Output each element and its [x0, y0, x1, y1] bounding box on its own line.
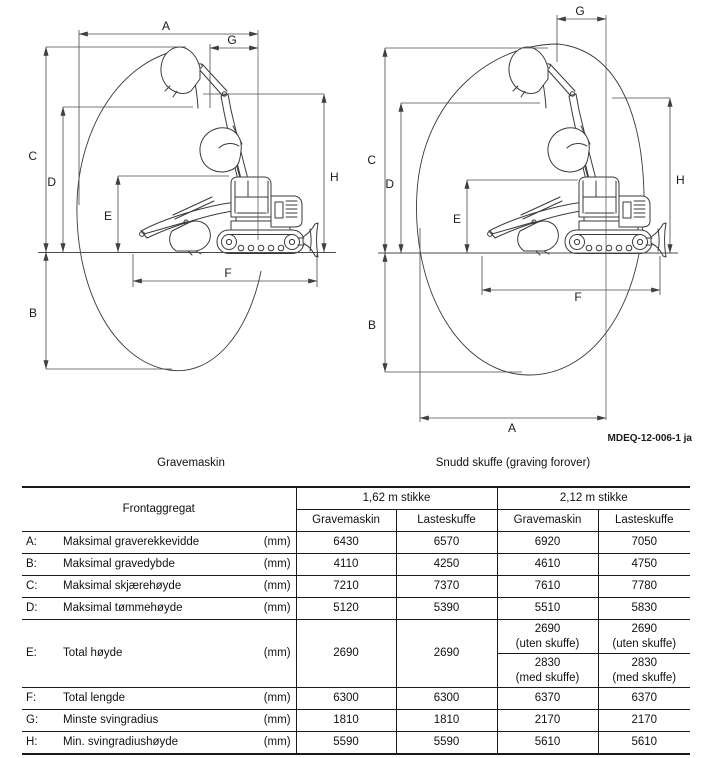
dim-label-e-right: E: [452, 212, 461, 226]
diagram-left: [28, 19, 338, 371]
diagram-right: [367, 4, 684, 435]
row-name: Maksimal graverekkevidde: [57, 532, 252, 554]
table-row-f: [22, 688, 690, 710]
cell-value: 6300: [296, 688, 396, 710]
table-row-h: [22, 732, 690, 755]
row-name: Minste svingradius: [57, 710, 252, 732]
dim-label-h-right: H: [676, 173, 685, 187]
cell-note: (uten skuffe): [612, 637, 677, 650]
table-row-e: [22, 620, 690, 654]
diagram-title-left: Gravemaskin: [157, 457, 225, 469]
row-name: Maksimal tømmehøyde: [57, 598, 252, 620]
cell-value: 7610: [497, 576, 598, 598]
row-name: Maksimal gravedybde: [57, 554, 252, 576]
table-row-a: [22, 532, 690, 554]
subheader-212-gravemaskin: Gravemaskin: [497, 510, 598, 532]
row-unit: (mm): [252, 576, 296, 598]
row-letter: E:: [22, 620, 57, 688]
cell-value: 5830: [598, 598, 690, 620]
cell-value-split: [598, 620, 690, 654]
row-unit: (mm): [252, 732, 296, 755]
cell-value: 7210: [296, 576, 396, 598]
cell-note: (uten skuffe): [515, 637, 580, 650]
row-letter: H:: [22, 732, 57, 755]
header-group-212: 2,12 m stikke: [497, 487, 690, 510]
table-row-g: [22, 710, 690, 732]
subheader-212-lasteskuffe: Lasteskuffe: [598, 510, 690, 532]
dim-label-b-left: B: [28, 306, 37, 320]
cell-value: 2690: [534, 623, 561, 636]
row-unit: (mm): [252, 688, 296, 710]
dim-label-h-left: H: [330, 170, 339, 184]
dim-label-f-right: F: [574, 290, 582, 304]
table-header-groups: [22, 487, 690, 510]
cell-value: 4750: [598, 554, 690, 576]
dim-label-g-right: G: [575, 4, 585, 18]
cell-value: 2690: [296, 620, 396, 688]
table-row-b: [22, 554, 690, 576]
diagram-title-right: Snudd skuffe (graving forover): [435, 457, 591, 469]
subheader-162-lasteskuffe: Lasteskuffe: [396, 510, 497, 532]
spec-table-wrapper: [22, 486, 690, 755]
table-row-c: [22, 576, 690, 598]
cell-value: 7050: [598, 532, 690, 554]
cell-value: 2830: [631, 657, 658, 670]
cell-note: (med skuffe): [515, 671, 580, 684]
header-group-162: 1,62 m stikke: [296, 487, 497, 510]
cell-value: 2170: [598, 710, 690, 732]
cell-value: 5510: [497, 598, 598, 620]
row-letter: D:: [22, 598, 57, 620]
cell-value-split: [598, 654, 690, 688]
cell-value: 1810: [296, 710, 396, 732]
cell-value: 2170: [497, 710, 598, 732]
dim-label-g-left: G: [227, 33, 237, 47]
dim-label-a-left: A: [161, 19, 171, 33]
figure-code: MDEQ-12-006-1 ja: [607, 433, 692, 444]
cell-value: 6570: [396, 532, 497, 554]
cell-value: 2690: [396, 620, 497, 688]
row-name: Total lengde: [57, 688, 252, 710]
cell-note: (med skuffe): [612, 671, 677, 684]
row-letter: C:: [22, 576, 57, 598]
row-letter: F:: [22, 688, 57, 710]
cell-value: 5610: [497, 732, 598, 755]
excavator-drawing-left: [140, 47, 318, 257]
row-letter: A:: [22, 532, 57, 554]
row-letter: B:: [22, 554, 57, 576]
cell-value: 2690: [631, 623, 658, 636]
cell-value: 4110: [296, 554, 396, 576]
row-unit: (mm): [252, 598, 296, 620]
cell-value-split: [497, 620, 598, 654]
frontaggregat-header: Frontaggregat: [122, 502, 195, 515]
row-name: Min. svingradiushøyde: [57, 732, 252, 755]
dim-label-f-left: F: [224, 266, 232, 280]
row-name: Maksimal skjærehøyde: [57, 576, 252, 598]
cell-value: 6920: [497, 532, 598, 554]
cell-value: 7780: [598, 576, 690, 598]
cell-value: 6430: [296, 532, 396, 554]
cell-value: 6300: [396, 688, 497, 710]
dim-label-d-left: D: [47, 175, 56, 189]
dim-label-e-left: E: [103, 209, 112, 223]
row-name: Total høyde: [57, 620, 252, 688]
excavator-drawing-right: [488, 47, 666, 257]
cell-value: 5120: [296, 598, 396, 620]
dim-label-c-right: C: [367, 153, 376, 167]
row-unit: (mm): [252, 554, 296, 576]
dim-label-a-right: A: [507, 421, 517, 435]
cell-value: 6370: [598, 688, 690, 710]
cell-value: 5610: [598, 732, 690, 755]
spec-table: [22, 486, 690, 755]
subheader-162-gravemaskin: Gravemaskin: [296, 510, 396, 532]
row-letter: G:: [22, 710, 57, 732]
cell-value: 1810: [396, 710, 497, 732]
cell-value: 6370: [497, 688, 598, 710]
row-unit: (mm): [252, 532, 296, 554]
row-unit: (mm): [252, 620, 296, 688]
row-unit: (mm): [252, 710, 296, 732]
dim-label-b-right: B: [367, 318, 376, 332]
cell-value: 5590: [296, 732, 396, 755]
cell-value: 2830: [534, 657, 561, 670]
table-row-d: [22, 598, 690, 620]
cell-value: 5590: [396, 732, 497, 755]
dim-label-c-left: C: [28, 149, 37, 163]
dim-label-d-right: D: [385, 177, 394, 191]
cell-value: 4610: [497, 554, 598, 576]
cell-value: 4250: [396, 554, 497, 576]
ext-lines-f-right: [482, 256, 660, 295]
cell-value: 7370: [396, 576, 497, 598]
cell-value-split: [497, 654, 598, 688]
cell-value: 5390: [396, 598, 497, 620]
